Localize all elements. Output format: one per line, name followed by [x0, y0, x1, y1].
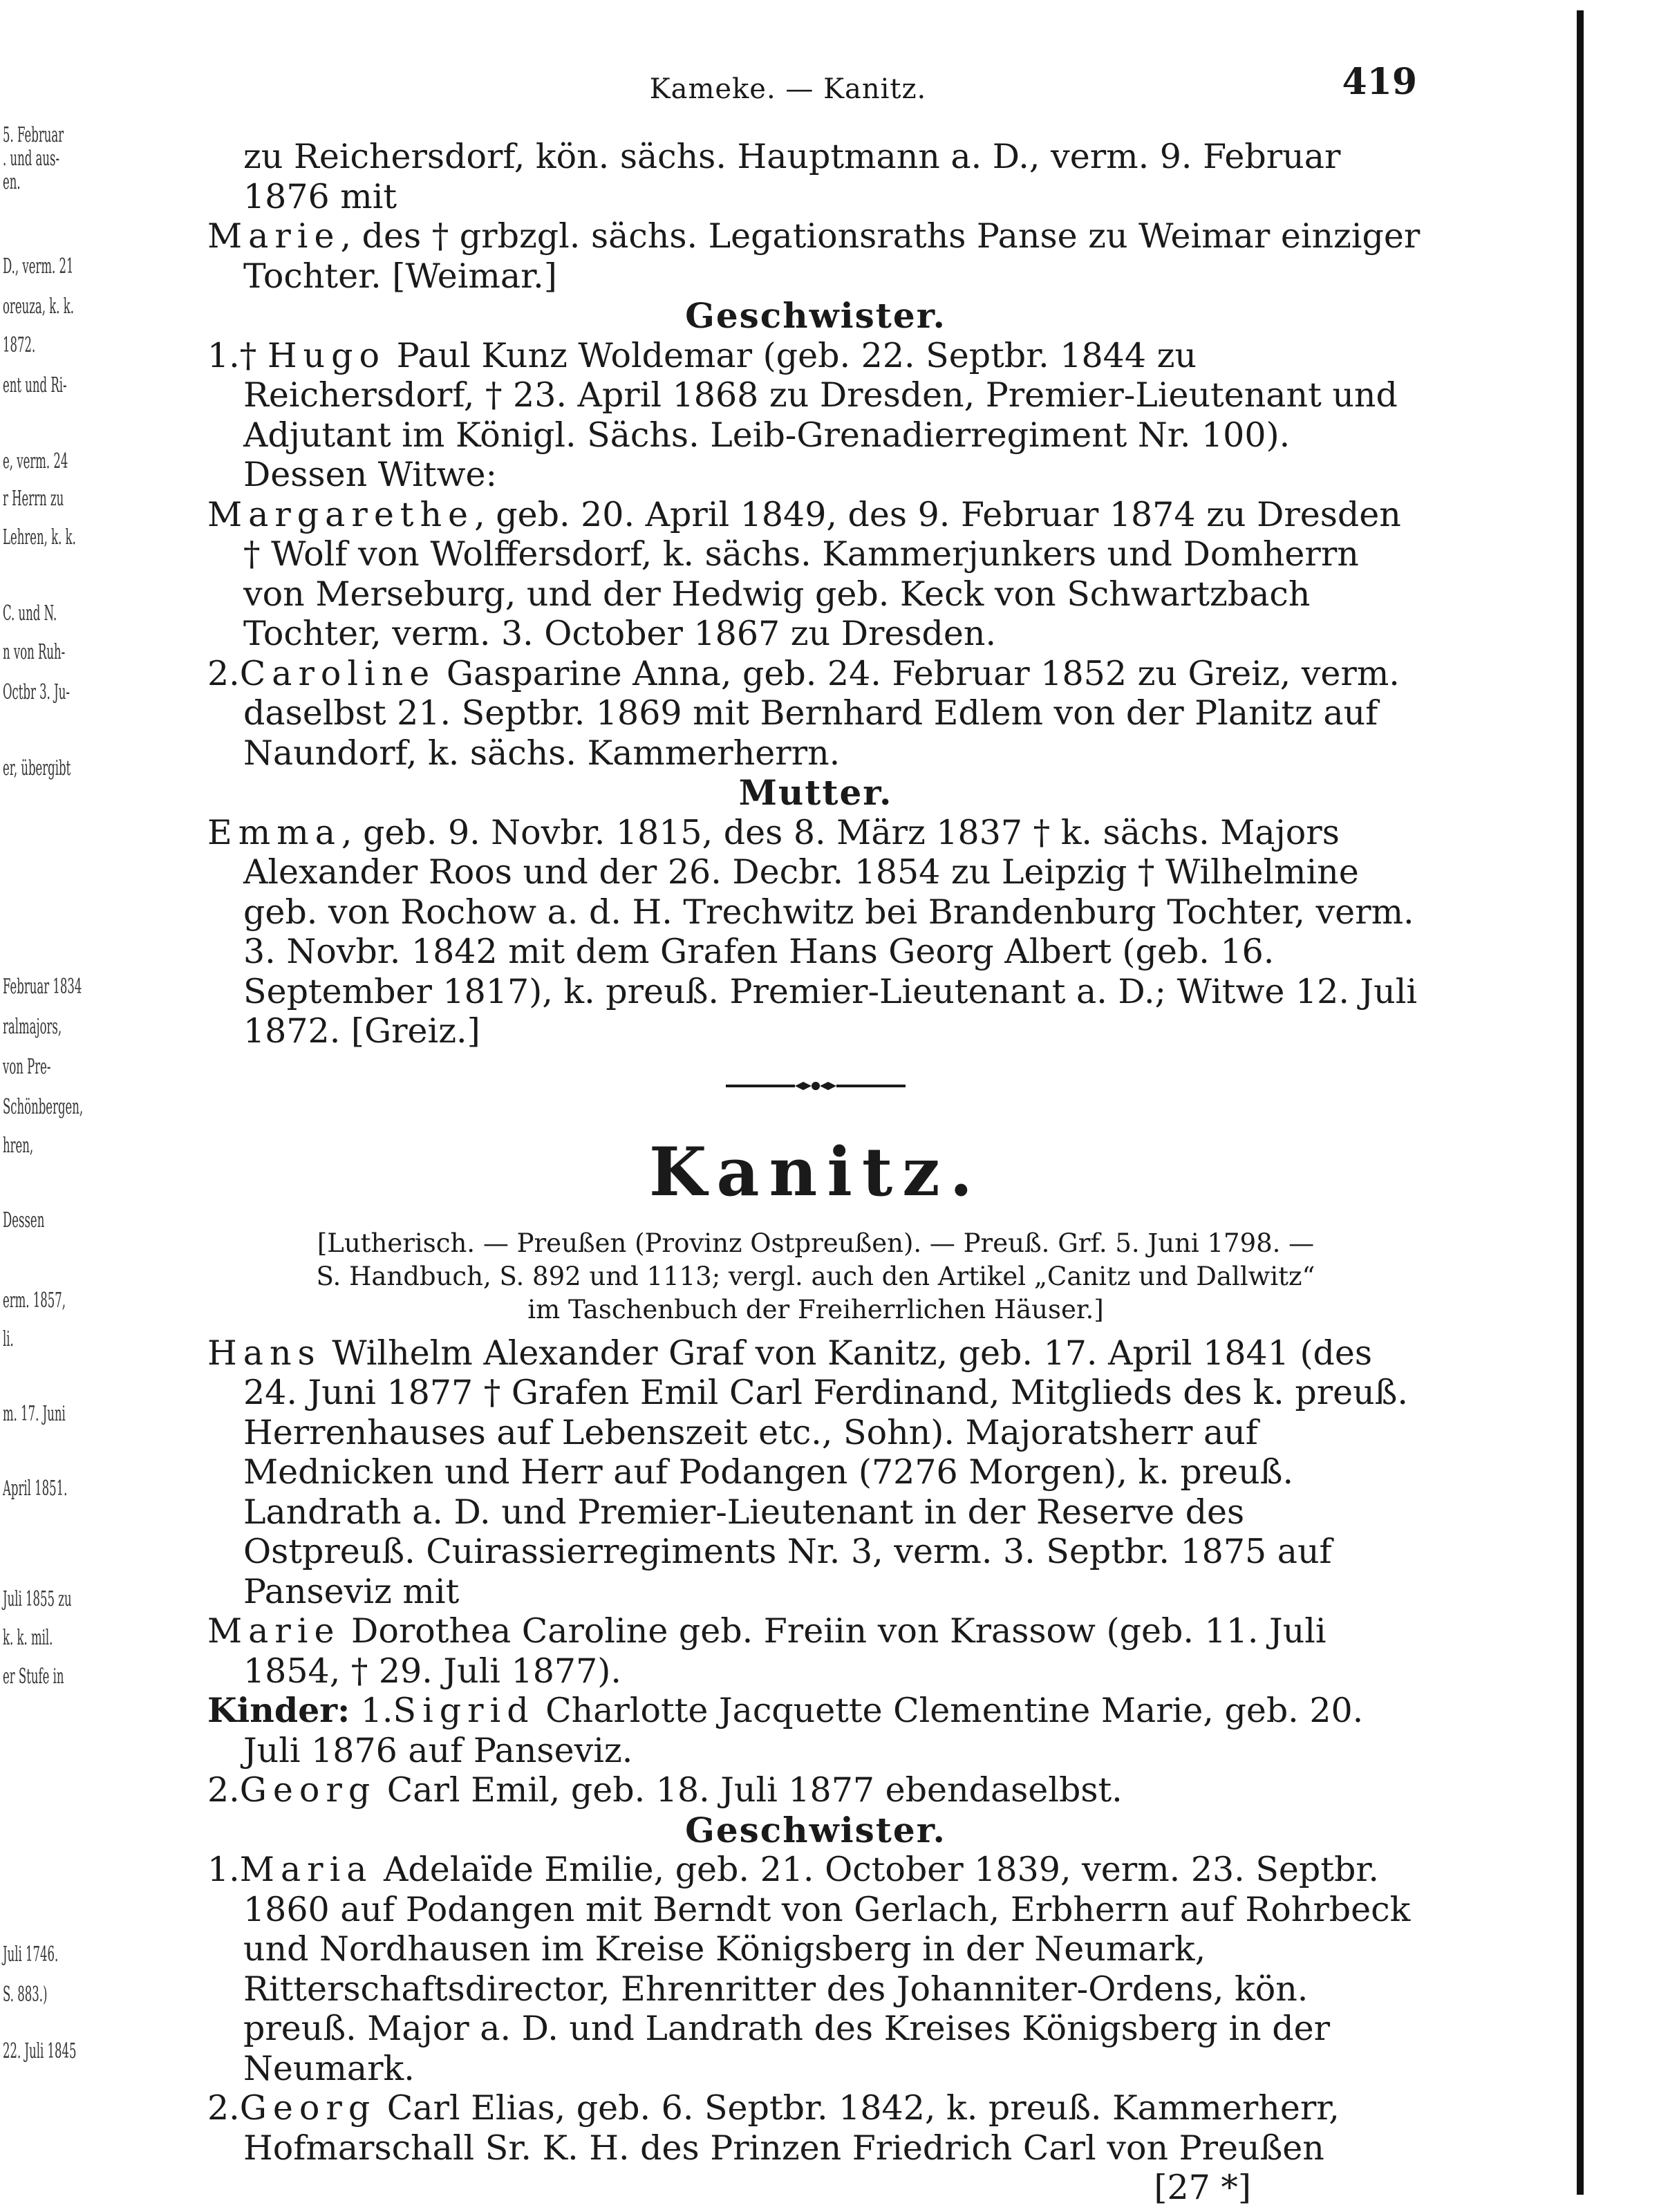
sibling-entry: [207, 1850, 1424, 2088]
margin-fragment: ent und Ri-: [3, 373, 67, 397]
sibling-entry: [207, 336, 1424, 495]
child-name: Sigrid: [393, 1691, 535, 1730]
entry-number: 1.: [207, 1850, 240, 1889]
margin-fragment: Juli 1855 zu: [3, 1587, 72, 1611]
margin-fragment: 5. Februar: [3, 123, 64, 147]
page-header: [228, 61, 1417, 116]
margin-fragment: 22. Juli 1845: [3, 2039, 77, 2063]
family-note: [207, 1224, 1424, 1333]
sibling-name: Caroline: [239, 653, 436, 693]
margin-fragment: m. 17. Juni: [3, 1402, 66, 1426]
sibling-details: Paul Kunz Woldemar (geb. 22. Septbr. 1844 zu Reichersdorf, † 23. April 1868 zu Dresden, Premier-Lieutenant und Adjutant im Königl. Sächs. Leib-Grenadierregiment Nr. 100). Dessen Witwe:: [243, 335, 1398, 494]
sibling-name: Hugo: [267, 335, 386, 375]
widow-name: Margarethe: [207, 494, 475, 534]
child-details: Charlotte Jacquette Clementine Marie, geb. 20. Juli 1876 auf Panseviz.: [243, 1691, 1364, 1770]
margin-fragment: Dessen: [3, 1208, 45, 1232]
mother-name: Emma: [207, 812, 341, 852]
margin-fragment: n von Ruh-: [3, 640, 66, 664]
sibling-entry: [207, 2088, 1424, 2168]
child-name: Georg: [239, 1770, 377, 1810]
siblings-heading: Geschwister.: [685, 1809, 946, 1850]
section-ornament: [207, 1051, 1424, 1121]
entry-number: 1.†: [207, 335, 268, 375]
margin-fragment: li.: [3, 1327, 14, 1351]
entry-number: 2.: [207, 653, 240, 693]
margin-fragment: von Pre-: [3, 1055, 51, 1079]
kameke-wife-entry: [207, 216, 1424, 296]
note-line: im Taschenbuch der Freiherrlichen Häuser.]: [527, 1294, 1104, 1324]
margin-fragment: Lehren, k. k.: [3, 525, 76, 550]
sibling-details: Adelaïde Emilie, geb. 21. October 1839, verm. 23. Septbr. 1860 auf Podangen mit Berndt von Gerlach, Erbherrn auf Rohrbeck und Nordhausen im Kreise Königsberg in der Neumark, Ritterschaftsdirector, Ehrenritter des Johanniter-Ordens, kön. preuß. Major a. D. und Landrath des Kreises Königsberg in der Neumark.: [243, 1850, 1411, 2088]
kameke-continuation: zu Reichersdorf, kön. sächs. Hauptmann a. D., verm. 9. Februar 1876 mit: [243, 137, 1341, 216]
wife-entry: [207, 1611, 1424, 1691]
margin-fragment: C. und N.: [3, 601, 57, 626]
note-line: [Lutherisch. — Preußen (Provinz Ostpreußen). — Preuß. Grf. 5. Juni 1798. —: [317, 1228, 1315, 1258]
children-entry: [207, 1691, 1424, 1770]
margin-fragment: oreuza, k. k.: [3, 294, 74, 319]
wife-name: Marie: [207, 216, 341, 256]
margin-fragment: S. 883.): [3, 1983, 48, 2007]
mother-entry: [207, 813, 1424, 1051]
margin-fragment: hren,: [3, 1134, 34, 1158]
ornament-rule-icon: [726, 1078, 906, 1094]
margin-fragment: Februar 1834: [3, 975, 82, 999]
entry-number: 1.: [350, 1691, 393, 1730]
family-title: Kanitz.: [648, 1132, 983, 1211]
entry-number: 2.: [207, 1770, 240, 1810]
margin-fragment: k. k. mil.: [3, 1626, 53, 1650]
margin-fragment: er, übergibt: [3, 756, 71, 780]
wife-details: , des † grbzgl. sächs. Legationsraths Panse zu Weimar einziger Tochter. [Weimar.]: [243, 216, 1421, 296]
sibling-details: Carl Elias, geb. 6. Septbr. 1842, k. preuß. Kammerherr, Hofmarschall Sr. K. H. des Prinzen Friedrich Carl von Preußen: [243, 2088, 1340, 2168]
margin-fragment: en.: [3, 170, 21, 194]
text-block: [207, 137, 1424, 2208]
mother-heading: Mutter.: [738, 772, 893, 813]
child-entry: [207, 1770, 1424, 1810]
page-number: 419: [1342, 61, 1417, 103]
wife-details: Dorothea Caroline geb. Freiin von Krassow (geb. 11. Juli 1854, † 29. Juli 1877).: [243, 1611, 1327, 1691]
note-line: S. Handbuch, S. 892 und 1113; vergl. auch den Artikel „Canitz und Dallwitz“: [316, 1261, 1315, 1291]
margin-fragment: . und aus-: [3, 147, 60, 171]
children-label: Kinder:: [207, 1690, 350, 1730]
margin-fragment: Schönbergen,: [3, 1095, 84, 1119]
head-entry: [207, 1333, 1424, 1612]
mother-details: , geb. 9. Novbr. 1815, des 8. März 1837 † k. sächs. Majors Alexander Roos und der 26. Decbr. 1854 zu Leipzig † Wilhelmine geb. von Rochow a. d. H. Trechwitz bei Brandenburg Tochter, verm. 3. Novbr. 1842 mit dem Grafen Hans Georg Albert (geb. 16. September 1817), k. preuß. Premier-Lieutenant a. D.; Witwe 12. Juli 1872. [Greiz.]: [243, 812, 1418, 1051]
margin-fragment: r Herrn zu: [3, 487, 64, 511]
child-details: Carl Emil, geb. 18. Juli 1877 ebendaselbst.: [376, 1770, 1123, 1810]
siblings-heading: Geschwister.: [685, 295, 946, 336]
sibling-name: Georg: [239, 2088, 377, 2128]
entry-number: 2.: [207, 2088, 240, 2128]
sibling-details: Gasparine Anna, geb. 24. Februar 1852 zu Greiz, verm. daselbst 21. Septbr. 1869 mit Bernhard Edlem von der Planitz auf Naundorf, k. sächs. Kammerherrn.: [243, 653, 1400, 773]
margin-fragment: Octbr 3. Ju-: [3, 680, 70, 704]
margin-fragment: Juli 1746.: [3, 1942, 59, 1967]
head-details: Wilhelm Alexander Graf von Kanitz, geb. 17. April 1841 (des 24. Juni 1877 † Grafen Emil Carl Ferdinand, Mitglieds des k. preuß. Herrenhauses auf Lebenszeit etc., Sohn). Majoratsherr auf Mednicken und Herr auf Podangen (7276 Morgen), k. preuß. Landrath a. D. und Premier-Lieutenant in der Reserve des Ostpreuß. Cuirassierregiments Nr. 3, verm. 3. Septbr. 1875 auf Panseviz mit: [243, 1333, 1408, 1611]
margin-fragment: D., verm. 21: [3, 254, 74, 279]
signature-mark: [27 *]: [1154, 2168, 1251, 2207]
margin-fragment: er Stufe in: [3, 1665, 64, 1689]
margin-fragment: 1872.: [3, 333, 36, 357]
widow-details: , geb. 20. April 1849, des 9. Februar 1874 zu Dresden † Wolf von Wolffersdorf, k. sächs. Kammerjunkers und Domherrn von Merseburg, und der Hedwig geb. Keck von Schwartzbach Tochter, verm. 3. October 1867 zu Dresden.: [243, 494, 1401, 653]
wife-name: Marie: [207, 1611, 341, 1651]
margin-fragment: ralmajors,: [3, 1015, 62, 1039]
head-name: Hans: [207, 1333, 321, 1373]
margin-fragment: e, verm. 24: [3, 449, 68, 474]
sibling-entry: [207, 654, 1424, 774]
running-head: Kameke. — Kanitz.: [649, 73, 927, 105]
sibling-name: Maria: [239, 1850, 373, 1889]
margin-fragment: April 1851.: [3, 1477, 68, 1501]
page-edge-rule: [1577, 10, 1584, 2195]
widow-entry: [207, 495, 1424, 654]
left-page-bleed: [0, 0, 104, 2212]
margin-fragment: erm. 1857,: [3, 1288, 66, 1313]
